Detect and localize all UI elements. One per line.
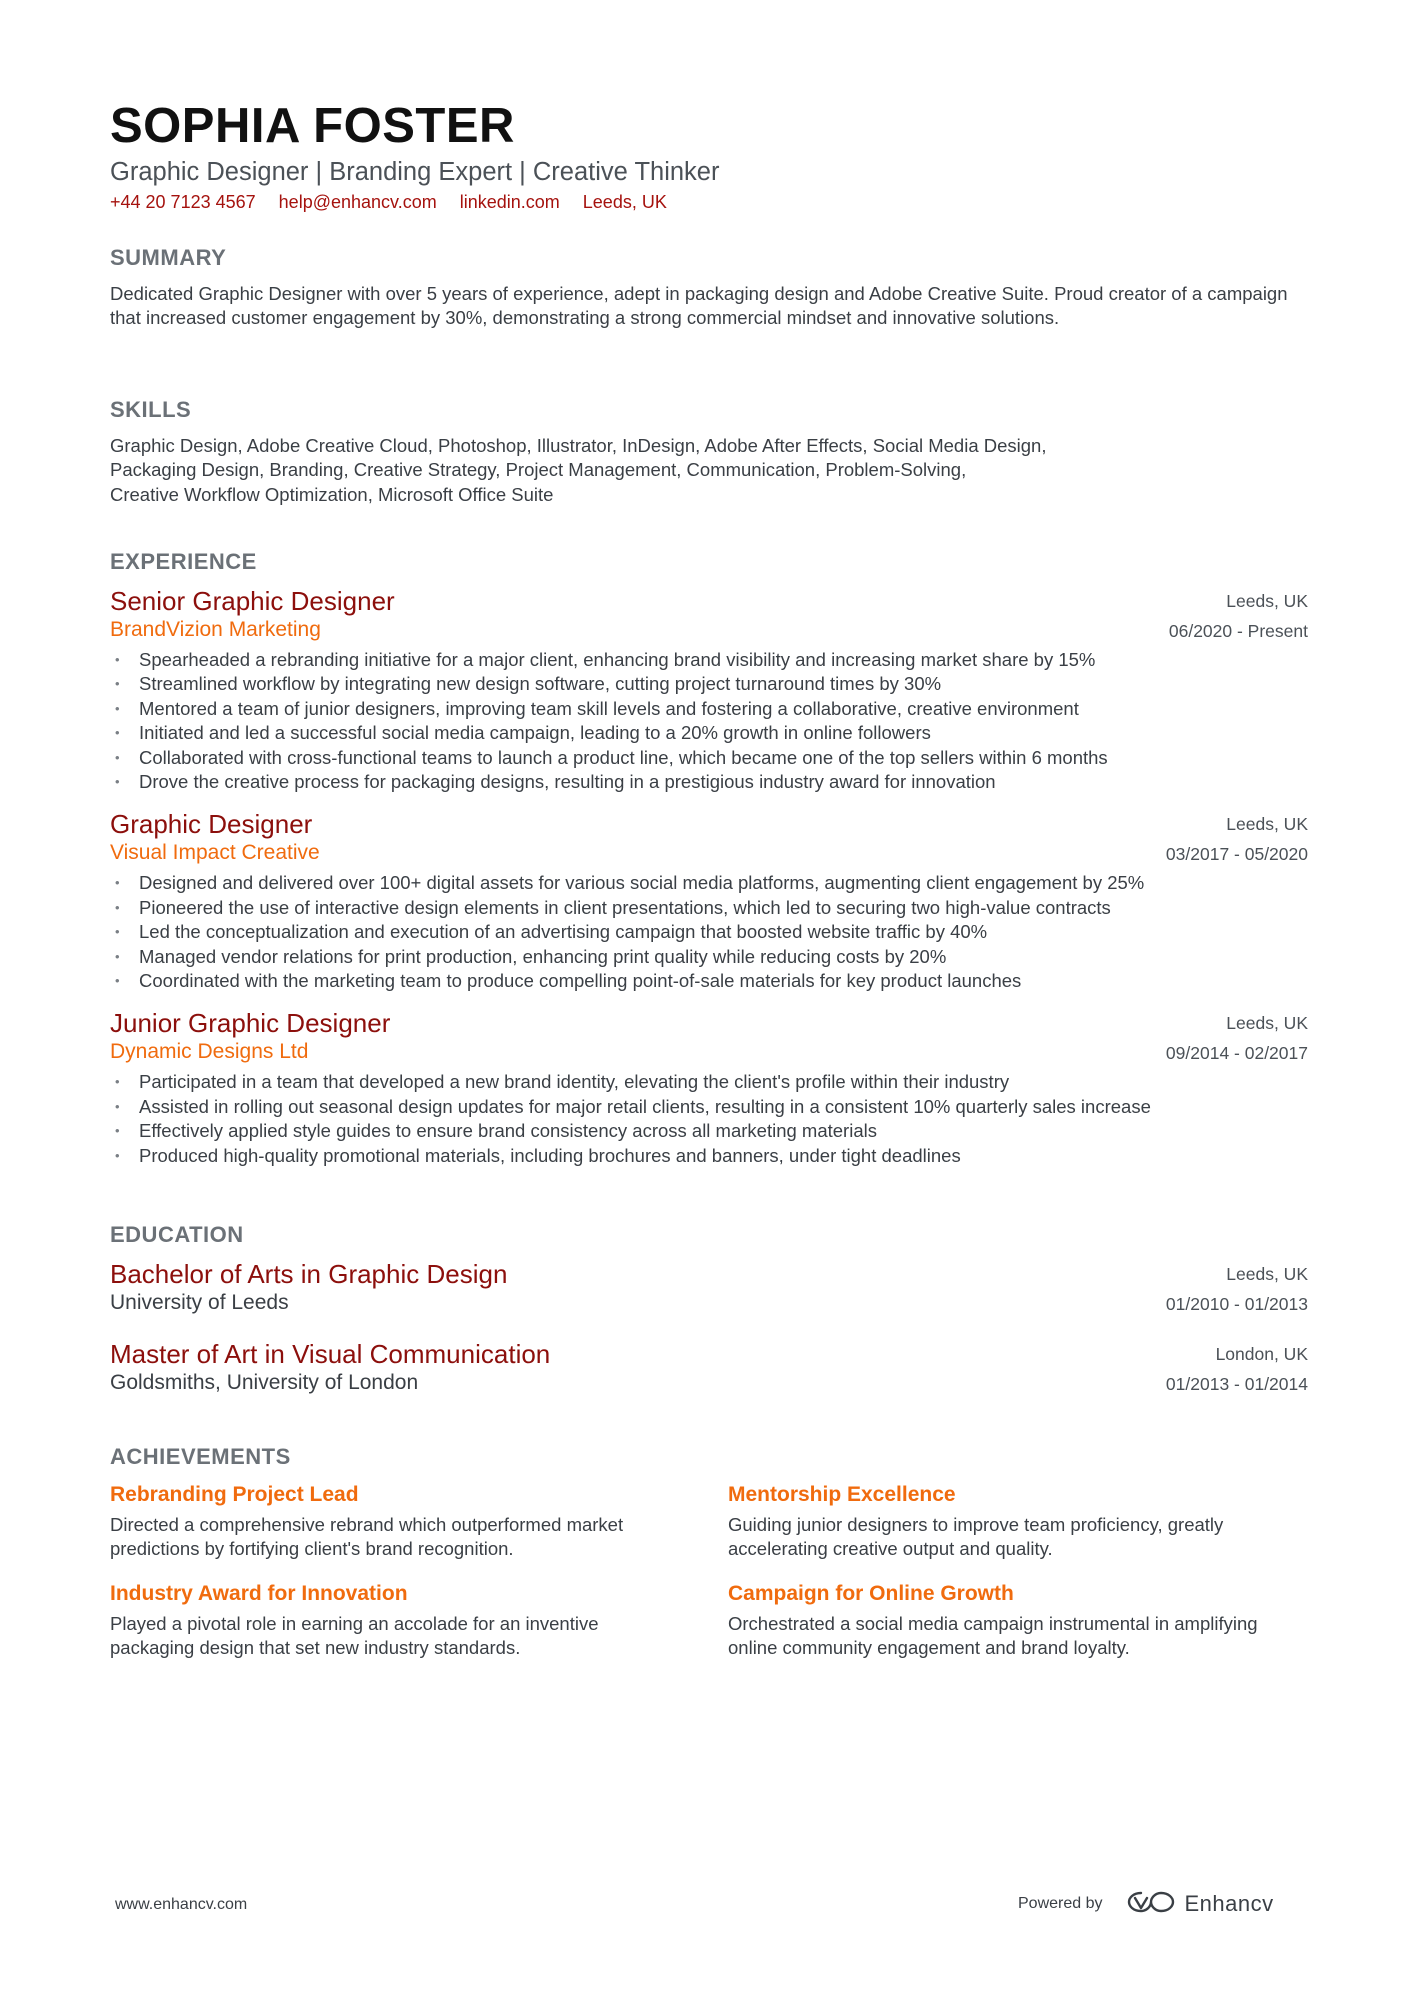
education-location: London, UK [1215, 1344, 1308, 1364]
skills-heading: SKILLS [110, 397, 192, 422]
achievement-title: Campaign for Online Growth [728, 1581, 1014, 1605]
contact-linkedin[interactable]: linkedin.com [459, 192, 560, 212]
achievement-item [110, 1481, 728, 1562]
job-bullet: • Coordinated with the marketing team to produce compelling point-of-sale materials for key product launches [110, 969, 1308, 993]
resume-header [110, 98, 1308, 214]
job-dates: 06/2020 - Present [1168, 621, 1308, 641]
education-entry [110, 1259, 1308, 1317]
footer-branding [1018, 1884, 1274, 1924]
skills-line: Packaging Design, Branding, Creative Strategy, Project Management, Communication, Problem-Solving, [110, 459, 967, 481]
education-dates: 01/2013 - 01/2014 [1165, 1374, 1308, 1394]
job-bullet: • Drove the creative process for packaging designs, resulting in a prestigious industry award for innovation [110, 770, 1308, 794]
enhancv-logo-icon [1127, 1889, 1175, 1920]
candidate-headline: Graphic Designer | Branding Expert | Creative Thinker [110, 158, 720, 186]
achievement-description: Guiding junior designers to improve team proficiency, greatly accelerating creative output and quality. [728, 1514, 1224, 1560]
achievement-item [728, 1481, 1308, 1562]
achievement-description: Played a pivotal role in earning an accolade for an inventive packaging design that set new industry standards. [110, 1612, 599, 1659]
footer-website[interactable]: www.enhancv.com [115, 1896, 248, 1913]
job-bullet: • Effectively applied style guides to ensure brand consistency across all marketing materials [110, 1119, 1308, 1143]
job-title: Junior Graphic Designer [110, 1008, 391, 1039]
achievement-description: Orchestrated a social media campaign instrumental in amplifying online community engagement and brand loyalty. [728, 1612, 1258, 1659]
job-company: BrandVizion Marketing [110, 618, 321, 641]
job-location: Leeds, UK [1226, 1013, 1308, 1034]
summary-section [110, 244, 1308, 331]
skills-line: Graphic Design, Adobe Creative Cloud, Photoshop, Illustrator, InDesign, Adobe After Effects, Social Media Design, [110, 435, 1047, 456]
contact-line [110, 190, 1308, 214]
job-entry [110, 586, 1308, 794]
education-school: Goldsmiths, University of London [110, 1371, 419, 1394]
job-bullet: • Led the conceptualization and execution of an advertising campaign that boosted website traffic by 40% [110, 920, 1308, 944]
skills-list [110, 434, 1308, 507]
achievement-title: Industry Award for Innovation [110, 1581, 408, 1605]
job-entry [110, 1008, 1308, 1168]
achievement-item [728, 1580, 1308, 1661]
job-bullet: • Assisted in rolling out seasonal design updates for major retail clients, resulting in a consistent 10% quarterly sales increase [110, 1095, 1308, 1119]
education-entry [110, 1339, 1308, 1397]
achievement-description: Directed a comprehensive rebrand which outperformed market predictions by fortifying client's brand recognition. [110, 1514, 624, 1560]
job-company: Dynamic Designs Ltd [110, 1040, 309, 1064]
contact-location: Leeds, UK [582, 192, 667, 212]
job-bullet: • Mentored a team of junior designers, improving team skill levels and fostering a collaborative, creative environment [110, 697, 1308, 721]
education-degree: Bachelor of Arts in Graphic Design [110, 1259, 508, 1289]
achievement-item [110, 1580, 728, 1661]
experience-heading: EXPERIENCE [110, 549, 257, 574]
achievements-grid [110, 1481, 1308, 1661]
achievement-title: Mentorship Excellence [728, 1483, 956, 1506]
job-bullets [110, 648, 1308, 794]
job-bullet: • Collaborated with cross-functional teams to launch a product line, which became one of the top sellers within 6 months [110, 746, 1308, 770]
job-company: Visual Impact Creative [110, 841, 320, 865]
job-dates: 09/2014 - 02/2017 [1165, 1043, 1308, 1064]
job-location: Leeds, UK [1226, 591, 1308, 611]
job-bullet: • Initiated and led a successful social media campaign, leading to a 20% growth in online followers [110, 721, 1308, 745]
job-bullet: • Streamlined workflow by integrating new design software, cutting project turnaround times by 30% [110, 672, 1308, 696]
job-bullet: • Spearheaded a rebranding initiative for a major client, enhancing brand visibility and increasing market share by 15% [110, 648, 1308, 672]
job-bullet: • Managed vendor relations for print production, enhancing print quality while reducing costs by 20% [110, 945, 1308, 969]
education-dates: 01/2010 - 01/2013 [1165, 1294, 1308, 1314]
job-bullet: • Produced high-quality promotional materials, including brochures and banners, under tight deadlines [110, 1144, 1308, 1168]
achievement-title: Rebranding Project Lead [110, 1483, 359, 1506]
contact-email[interactable]: help@enhancv.com [278, 192, 437, 212]
candidate-name: SOPHIA FOSTER [110, 99, 515, 153]
education-heading: EDUCATION [110, 1222, 244, 1247]
education-location: Leeds, UK [1226, 1264, 1308, 1284]
brand-name: Enhancv [1184, 1891, 1274, 1916]
job-title: Graphic Designer [110, 809, 313, 840]
job-bullet: • Designed and delivered over 100+ digital assets for various social media platforms, augmenting client engagement by 25% [110, 871, 1308, 895]
contact-phone[interactable]: +44 20 7123 4567 [110, 192, 256, 212]
job-location: Leeds, UK [1226, 814, 1308, 835]
education-degree: Master of Art in Visual Communication [110, 1339, 551, 1369]
summary-heading: SUMMARY [110, 245, 227, 270]
resume-page [110, 98, 1308, 1659]
job-bullets [110, 871, 1308, 993]
job-dates: 03/2017 - 05/2020 [1165, 844, 1308, 865]
job-bullets [110, 1070, 1308, 1168]
powered-by-label: Powered by [1018, 1895, 1103, 1912]
job-entry [110, 809, 1308, 993]
achievements-heading: ACHIEVEMENTS [110, 1444, 291, 1469]
job-bullet: • Pioneered the use of interactive design elements in client presentations, which led to securing two high-value contracts [110, 896, 1308, 920]
experience-section [110, 548, 1308, 1168]
education-section [110, 1221, 1308, 1397]
skills-line: Creative Workflow Optimization, Microsoft Office Suite [110, 483, 554, 505]
job-title: Senior Graphic Designer [110, 586, 395, 616]
skills-section [110, 396, 1308, 507]
summary-text: Dedicated Graphic Designer with over 5 years of experience, adept in packaging design and Adobe Creative Suite. Proud creator of a campaign that increased customer engagement by 30%, demonstrating a strong commercial mindset and innovative solutions. [110, 283, 1288, 329]
education-school: University of Leeds [110, 1291, 289, 1314]
achievements-section [110, 1443, 1308, 1661]
job-bullet: • Participated in a team that developed a new brand identity, elevating the client's profile within their industry [110, 1070, 1308, 1094]
